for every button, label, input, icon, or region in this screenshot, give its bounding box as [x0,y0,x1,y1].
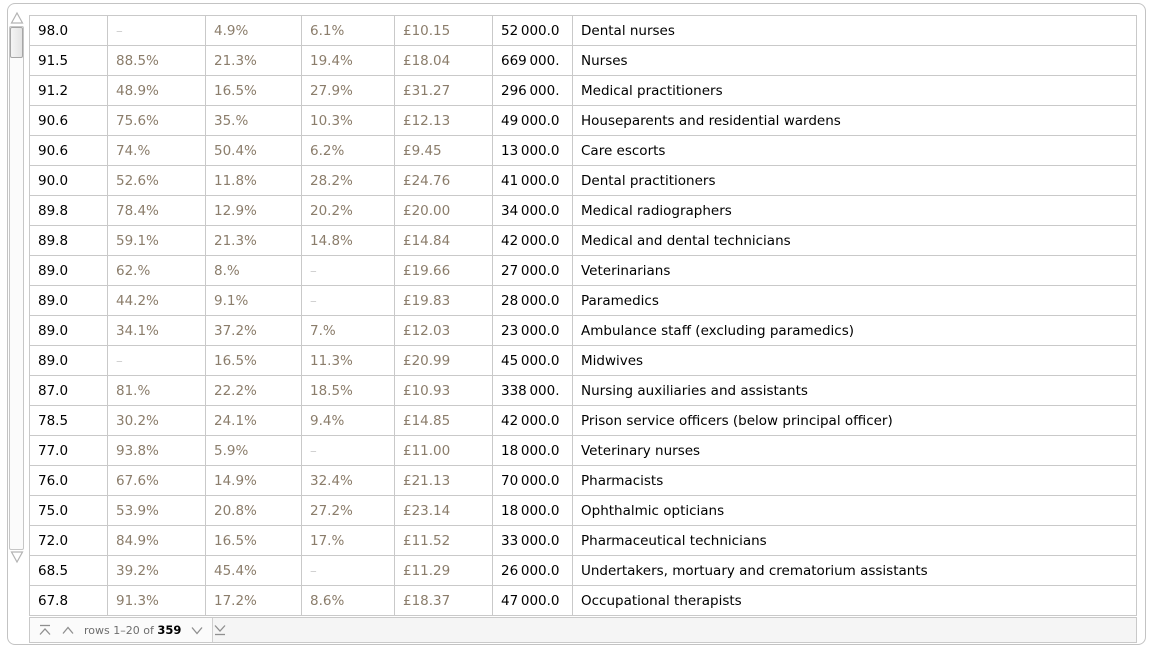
table-cell[interactable]: £12.13 [395,106,493,136]
table-cell[interactable]: 30.2% [108,406,206,436]
table-cell[interactable]: Prison service officers (below principal officer) [573,406,1137,436]
table-cell[interactable]: Nurses [573,46,1137,76]
table-cell[interactable]: Midwives [573,346,1137,376]
table-cell[interactable]: 89.8 [30,196,108,226]
table-cell[interactable]: 28 000.0 [493,286,573,316]
table-cell[interactable]: 14.9% [206,466,302,496]
table-cell[interactable]: £20.99 [395,346,493,376]
scrollbar-track[interactable] [9,26,24,550]
table-cell[interactable]: 34 000.0 [493,196,573,226]
table-cell[interactable]: 8.6% [302,586,395,616]
table-cell[interactable]: £31.27 [395,76,493,106]
table-cell[interactable]: 6.1% [302,16,395,46]
table-cell[interactable]: 39.2% [108,556,206,586]
table-cell[interactable]: 19.4% [302,46,395,76]
table-cell[interactable]: 22.2% [206,376,302,406]
table-cell[interactable]: 90.6 [30,106,108,136]
table-cell[interactable]: 89.0 [30,286,108,316]
table-cell[interactable]: 88.5% [108,46,206,76]
table-cell[interactable]: £19.83 [395,286,493,316]
table-cell[interactable]: Veterinarians [573,256,1137,286]
table-cell[interactable]: 87.0 [30,376,108,406]
table-row [30,526,1137,556]
table-cell[interactable]: £10.15 [395,16,493,46]
table-row [30,256,1137,286]
table-cell[interactable]: 84.9% [108,526,206,556]
table-cell[interactable]: 17.% [302,526,395,556]
table-cell[interactable]: £14.84 [395,226,493,256]
table-cell[interactable]: 44.2% [108,286,206,316]
table-row [30,136,1137,166]
table-cell[interactable]: 77.0 [30,436,108,466]
table-cell[interactable]: 16.5% [206,346,302,376]
jump-to-first-button[interactable] [38,624,52,636]
table-cell[interactable]: 23 000.0 [493,316,573,346]
table-cell[interactable]: 89.0 [30,346,108,376]
table-row [30,436,1137,466]
table-cell[interactable]: – [108,16,206,46]
table-cell[interactable]: £18.37 [395,586,493,616]
table-cell[interactable]: 41 000.0 [493,166,573,196]
table-cell[interactable]: Medical and dental technicians [573,226,1137,256]
table-cell[interactable]: 8.% [206,256,302,286]
table-cell[interactable]: 16.5% [206,526,302,556]
next-page-button[interactable] [190,624,204,636]
table-cell[interactable]: 12.9% [206,196,302,226]
table-cell[interactable]: 78.4% [108,196,206,226]
table-cell[interactable]: £14.85 [395,406,493,436]
table-cell[interactable]: £11.52 [395,526,493,556]
table-cell[interactable]: 48.9% [108,76,206,106]
table-cell[interactable]: 53.9% [108,496,206,526]
table-cell[interactable]: Medical practitioners [573,76,1137,106]
table-cell[interactable]: 78.5 [30,406,108,436]
table-cell[interactable]: 14.8% [302,226,395,256]
table-cell[interactable]: 669 000. [493,46,573,76]
table-cell[interactable]: – [302,286,395,316]
table-cell[interactable]: 5.9% [206,436,302,466]
table-row [30,46,1137,76]
table-cell[interactable]: 24.1% [206,406,302,436]
table-cell[interactable]: 59.1% [108,226,206,256]
table-row [30,556,1137,586]
table-cell[interactable]: 20.8% [206,496,302,526]
table-cell[interactable]: 90.0 [30,166,108,196]
table-cell[interactable]: 42 000.0 [493,406,573,436]
table-cell[interactable]: 16.5% [206,76,302,106]
table-cell[interactable]: £11.00 [395,436,493,466]
table-cell[interactable]: 18 000.0 [493,496,573,526]
scrollbar-thumb[interactable] [10,27,23,58]
table-cell[interactable]: 33 000.0 [493,526,573,556]
table-cell[interactable]: 17.2% [206,586,302,616]
table-cell[interactable]: – [302,556,395,586]
table-cell[interactable]: 10.3% [302,106,395,136]
table-cell[interactable]: Veterinary nurses [573,436,1137,466]
table-cell[interactable]: 28.2% [302,166,395,196]
table-cell[interactable]: 11.3% [302,346,395,376]
pager-controls [30,618,213,642]
table-cell[interactable]: £12.03 [395,316,493,346]
rows-range-text: rows 1–20 of [84,624,154,637]
table-cell[interactable]: 9.4% [302,406,395,436]
table-cell[interactable]: £19.66 [395,256,493,286]
table-row [30,316,1137,346]
table-cell[interactable]: 75.6% [108,106,206,136]
table-cell[interactable]: 52 000.0 [493,16,573,46]
table-cell[interactable]: Paramedics [573,286,1137,316]
table-cell[interactable]: 35.% [206,106,302,136]
table-cell[interactable]: 72.0 [30,526,108,556]
table-cell[interactable]: 91.2 [30,76,108,106]
table-cell[interactable]: 49 000.0 [493,106,573,136]
table-cell[interactable]: 13 000.0 [493,136,573,166]
table-cell[interactable]: Occupational therapists [573,586,1137,616]
table-row [30,466,1137,496]
table-row [30,346,1137,376]
table-cell[interactable]: 98.0 [30,16,108,46]
rows-range-label [84,623,181,637]
table-cell[interactable]: – [302,256,395,286]
table-cell[interactable]: 52.6% [108,166,206,196]
table-row [30,226,1137,256]
scroll-up-icon[interactable] [9,11,25,25]
table-cell[interactable]: 34.1% [108,316,206,346]
table-cell[interactable]: 338 000. [493,376,573,406]
table-body [30,16,1137,616]
table-cell[interactable]: 67.8 [30,586,108,616]
table-cell[interactable]: £9.45 [395,136,493,166]
table-cell[interactable]: 62.% [108,256,206,286]
table-cell[interactable]: £21.13 [395,466,493,496]
table-cell[interactable]: Care escorts [573,136,1137,166]
table-cell[interactable]: 68.5 [30,556,108,586]
table-cell[interactable]: 89.0 [30,256,108,286]
table-cell[interactable]: 81.% [108,376,206,406]
table-cell[interactable]: 18 000.0 [493,436,573,466]
table-cell[interactable]: – [108,346,206,376]
table-cell[interactable]: Ophthalmic opticians [573,496,1137,526]
table-cell[interactable]: 89.8 [30,226,108,256]
table-cell[interactable]: 45.4% [206,556,302,586]
table-cell[interactable]: Pharmacists [573,466,1137,496]
table-row [30,16,1137,46]
table-cell[interactable]: 9.1% [206,286,302,316]
table-row [30,586,1137,616]
table-cell[interactable]: 74.% [108,136,206,166]
table-cell[interactable]: 47 000.0 [493,586,573,616]
pagination-bar [29,617,1137,643]
table-cell[interactable]: £23.14 [395,496,493,526]
table-cell[interactable]: 37.2% [206,316,302,346]
table-cell[interactable]: 42 000.0 [493,226,573,256]
table-cell[interactable]: 21.3% [206,226,302,256]
table-cell[interactable]: – [302,436,395,466]
table-cell[interactable]: 21.3% [206,46,302,76]
table-cell[interactable]: 6.2% [302,136,395,166]
table-cell[interactable]: Nursing auxiliaries and assistants [573,376,1137,406]
table-cell[interactable]: Ambulance staff (excluding paramedics) [573,316,1137,346]
table-cell[interactable]: 91.3% [108,586,206,616]
table-cell[interactable]: 90.6 [30,136,108,166]
table-cell[interactable]: 27.9% [302,76,395,106]
table-cell[interactable]: 296 000. [493,76,573,106]
table-row [30,406,1137,436]
table-row [30,496,1137,526]
table-row [30,76,1137,106]
table-cell[interactable]: £18.04 [395,46,493,76]
table-cell[interactable]: Dental practitioners [573,166,1137,196]
table-cell[interactable]: 18.5% [302,376,395,406]
table-cell[interactable]: 27.2% [302,496,395,526]
table-cell[interactable]: Pharmaceutical technicians [573,526,1137,556]
table-cell[interactable]: 7.% [302,316,395,346]
table-cell[interactable]: 32.4% [302,466,395,496]
table-cell[interactable]: £10.93 [395,376,493,406]
table-cell[interactable]: 50.4% [206,136,302,166]
table-cell[interactable]: 27 000.0 [493,256,573,286]
footer-spacer [213,618,1136,642]
table-cell[interactable]: 70 000.0 [493,466,573,496]
table-cell[interactable]: 91.5 [30,46,108,76]
table-cell[interactable]: 89.0 [30,316,108,346]
table-row [30,196,1137,226]
table-cell[interactable]: 75.0 [30,496,108,526]
previous-page-button[interactable] [61,624,75,636]
table-cell[interactable]: Undertakers, mortuary and crematorium assistants [573,556,1137,586]
table-cell[interactable]: 11.8% [206,166,302,196]
table-cell[interactable]: £24.76 [395,166,493,196]
table-cell[interactable]: £11.29 [395,556,493,586]
table-cell[interactable]: 20.2% [302,196,395,226]
scroll-down-icon[interactable] [9,550,25,564]
table-cell[interactable]: Dental nurses [573,16,1137,46]
table-cell[interactable]: 67.6% [108,466,206,496]
table-row [30,286,1137,316]
table-cell[interactable]: 93.8% [108,436,206,466]
table-cell[interactable]: 76.0 [30,466,108,496]
table-cell[interactable]: Medical radiographers [573,196,1137,226]
data-table [29,15,1137,616]
table-row [30,376,1137,406]
table-row [30,106,1137,136]
table-cell[interactable]: Houseparents and residential wardens [573,106,1137,136]
table-cell[interactable]: 4.9% [206,16,302,46]
table-cell[interactable]: £20.00 [395,196,493,226]
table-row [30,166,1137,196]
table-cell[interactable]: 45 000.0 [493,346,573,376]
total-rows-count: 359 [157,623,182,637]
table-cell[interactable]: 26 000.0 [493,556,573,586]
